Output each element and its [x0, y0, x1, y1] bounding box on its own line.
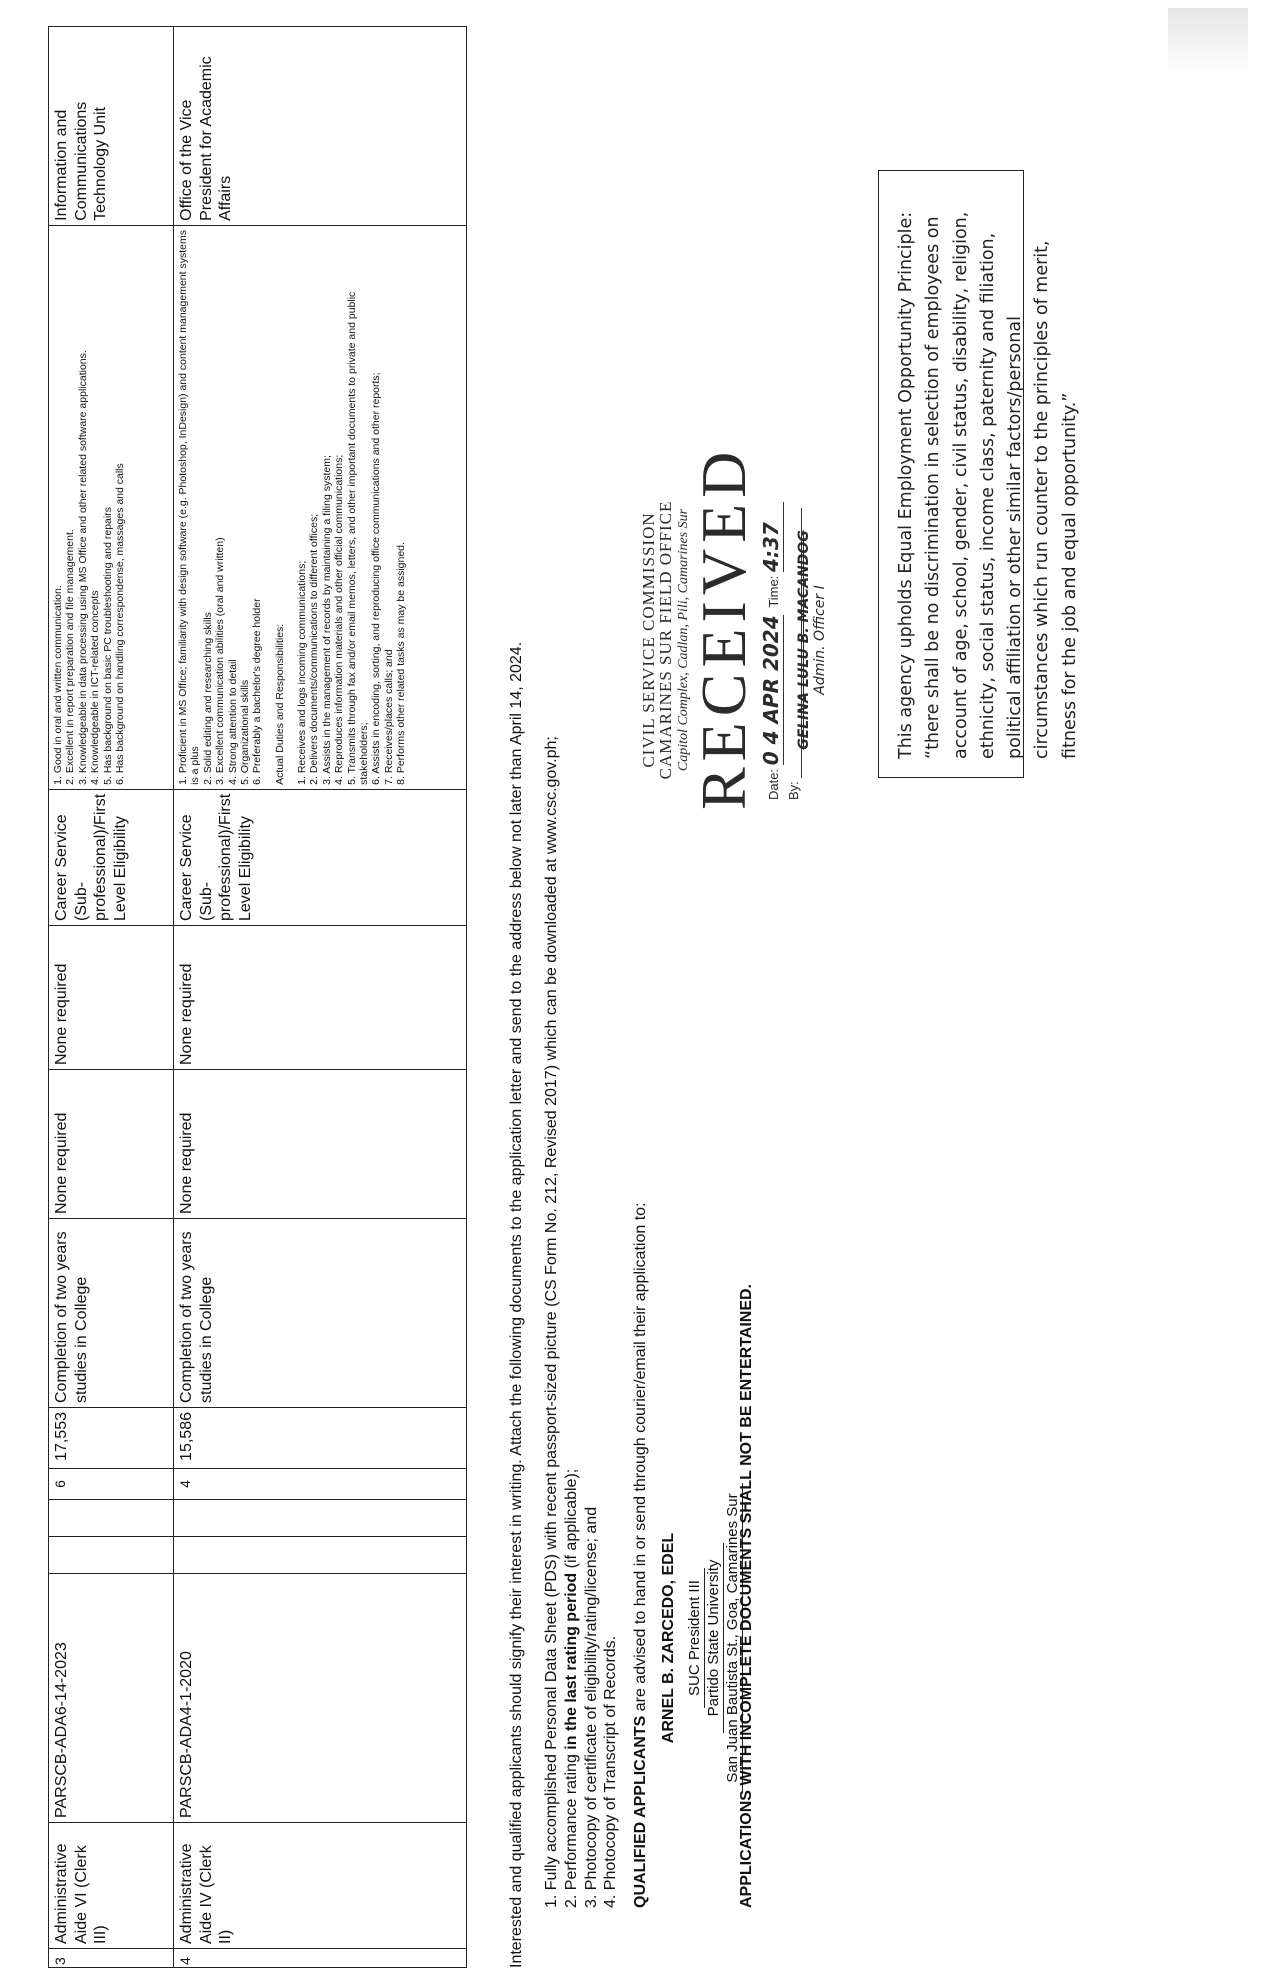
application-instructions: Interested and qualified applicants should signify their interest in writing. Attach the following documents to the application letter and send to the address below not later than April 14, 2024.	[508, 641, 525, 1968]
duties-heading: Actual Duties and Responsibilities:	[273, 623, 286, 785]
table-row	[49, 26, 174, 1967]
education-requirement: Completion of two years studies in College	[174, 1219, 467, 1408]
competency-item: 5. Has background on basic PC troubleshooting and repairs	[101, 507, 114, 785]
salary-grade: 6	[49, 1469, 174, 1500]
positions-table	[48, 26, 467, 1968]
monthly-salary: 15,586	[174, 1408, 467, 1469]
stamp-date-value: 0 4 APR 2024	[759, 615, 784, 766]
training-requirement: None required	[49, 1070, 174, 1219]
qualified-applicants-label: QUALIFIED APPLICANTS	[632, 1715, 649, 1908]
plantilla-item-number: PARSCB-ADA4-1-2020	[174, 1574, 467, 1823]
salary-grade: 4	[174, 1469, 467, 1500]
row-number: 4	[174, 1949, 467, 1968]
stamp-by-label: By:	[786, 781, 802, 800]
stamp-received-by: GELINA LULU B. MACANDOG	[796, 530, 813, 750]
signatory-name: ARNEL B. ZARCEDO, EDEL	[660, 1532, 677, 1744]
stamp-date-row	[759, 470, 784, 800]
received-stamp	[639, 445, 829, 810]
competency-item: 6. Has background on handling correspondense, massages and calls	[113, 463, 126, 785]
signatory-institution: Partido State University	[705, 1543, 724, 1733]
competency-cell	[49, 225, 174, 789]
stamp-office: CAMARINES SUR FIELD OFFICE	[656, 500, 675, 780]
duty-item: 4. Reproduces information materials and other official communications;	[333, 454, 346, 785]
competency-item: 1. Good in oral and written communication.	[52, 585, 64, 785]
requirement-text: (if applicable);	[562, 1468, 580, 1573]
competency-item: 2. Solid editing and researching skills	[201, 612, 214, 785]
place-of-assignment: Information and Communications Technology Unit	[49, 26, 174, 225]
eligibility-requirement: Career Service (Sub-professional)/First Level Eligibility	[49, 789, 174, 925]
competency-item: 3. Excellent communication abilities (oral and written)	[214, 537, 227, 785]
experience-requirement: None required	[174, 926, 467, 1070]
scan-edge-shadow	[1168, 8, 1248, 78]
signatory-address: San Juan Bautista St., Goa, Camarines Sur	[724, 1483, 743, 1793]
duty-item: 6. Assists in encoding, sorting, and reproducing office communications and other reports;	[370, 372, 383, 785]
competency-item: 2. Excellent in report preparation and file management.	[64, 529, 77, 785]
stamp-address: Capitol Complex, Cadlan, Pili, Camarines Sur	[676, 508, 691, 772]
empty-cell	[174, 1537, 467, 1574]
duty-item: 8. Performs other related tasks as may be assigned.	[395, 542, 407, 785]
signatory-position: SUC President III	[686, 1568, 705, 1708]
duty-item: 2. Delivers documents/communications to different offices;	[308, 513, 321, 785]
requirement-item: 3. Photocopy of certificate of eligibility/rating/license; and	[582, 1506, 600, 1908]
requirement-text: 2. Performance rating	[562, 1749, 580, 1908]
signatory-block	[660, 1478, 743, 1798]
competency-item: 4. Knowledgeable in ICT-related concepts	[89, 590, 102, 785]
stamp-received-word: RECEIVED	[688, 445, 759, 810]
monthly-salary: 17,553	[49, 1408, 174, 1469]
empty-cell	[49, 1500, 174, 1537]
duty-item: 1. Receives and logs incoming communications;	[296, 560, 308, 785]
table-row	[174, 26, 467, 1967]
training-requirement: None required	[174, 1070, 467, 1219]
duty-item: 7. Receives/places calls; and	[382, 649, 395, 785]
stamp-time-value: 4:37	[759, 502, 784, 572]
requirement-item	[562, 708, 582, 1908]
place-of-assignment: Office of the Vice President for Academic Affairs	[174, 26, 467, 225]
submission-text: are advised to hand in or send through courier/email their application to:	[632, 1202, 649, 1716]
stamp-agency: CIVIL SERVICE COMMISSION	[639, 512, 658, 768]
competency-item: 3. Knowledgeable in data processing using MS Office and other related software applications.	[76, 350, 89, 785]
competency-list	[177, 230, 264, 785]
duties-list	[296, 230, 407, 785]
education-requirement: Completion of two years studies in College	[49, 1219, 174, 1408]
position-title: Administrative Aide VI (Clerk III)	[49, 1823, 174, 1949]
row-number: 3	[49, 1949, 174, 1968]
competency-item: 1. Proficient in MS Office; familiarity with design software (e.g. Photoshop, InDesign) and content management systems is a plus	[177, 230, 202, 785]
plantilla-item-number: PARSCB-ADA6-14-2023	[49, 1574, 174, 1823]
eligibility-requirement: Career Service (Sub-professional)/First Level Eligibility	[174, 789, 467, 925]
empty-cell	[174, 1500, 467, 1537]
stamp-received-by-position: Admin. Officer I	[812, 585, 829, 695]
stamp-date-label: Date:	[766, 768, 782, 800]
equal-opportunity-statement: This agency upholds Equal Employment Opportunity Principle: “there shall be no discrimination in selection of employees on account of age, school, gender, civil status, disability, religion, ethnicity, social status, income class, paternity and filiation, political affiliation or other similar factors/personal circumstances which run counter to the principles of merit, fitness for the job and equal opportunity.”	[878, 170, 1024, 778]
competency-cell	[174, 225, 467, 789]
competency-item: 6. Preferably a bachelor's degree holder	[251, 598, 264, 785]
requirement-item: 4. Photocopy of Transcript of Records.	[602, 1635, 620, 1908]
competency-list	[52, 230, 126, 785]
competency-item: 5. Organizational skills	[238, 679, 251, 785]
incomplete-documents-warning: APPLICATIONS WITH INCOMPLETE DOCUMENTS SHALL NOT BE ENTERTAINED.	[738, 1284, 755, 1908]
competency-item: 4. Strong attention to detail	[226, 659, 239, 785]
position-title: Administrative Aide IV (Clerk II)	[174, 1823, 467, 1949]
duty-item: 5. Transmits through fax and/or email memos, letters, and other important documents to private and public stakeholders;	[345, 291, 370, 785]
requirement-item: 1. Fully accomplished Personal Data Sheet (PDS) with recent passport-sized picture (CS Form No. 212, Revised 2017) which can be downloaded at www.csc.gov.ph;	[543, 736, 560, 1908]
experience-requirement: None required	[49, 926, 174, 1070]
duty-item: 3. Assists in the management of records by maintaining a filing system;	[320, 455, 333, 785]
requirement-emphasis: in the last rating period	[562, 1572, 580, 1750]
requirements-list	[542, 708, 621, 1908]
stamp-time-label: Time:	[766, 575, 782, 608]
submission-note	[632, 808, 650, 1908]
empty-cell	[49, 1537, 174, 1574]
